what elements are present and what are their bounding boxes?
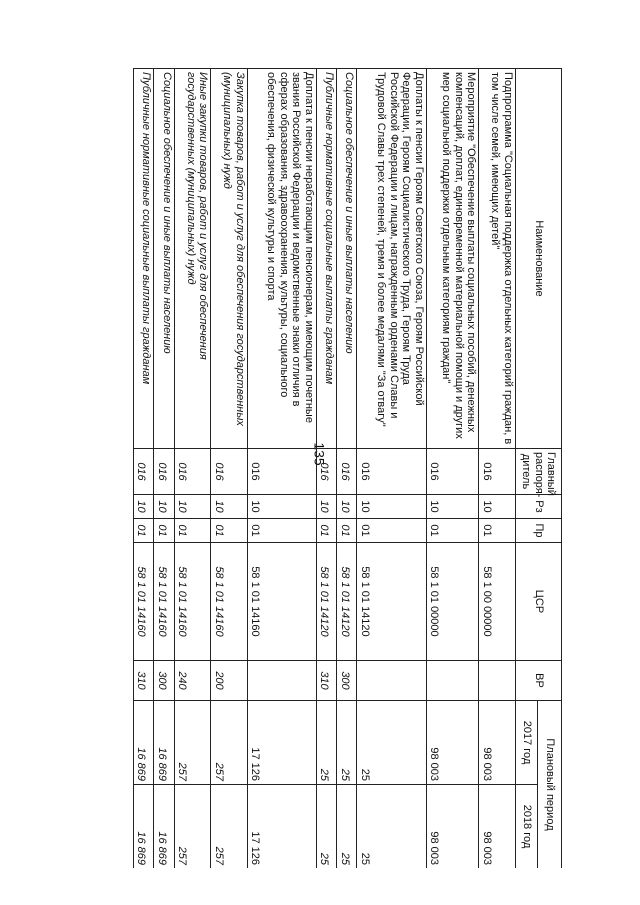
cell-y2017: 25	[337, 701, 357, 785]
cell-pr: 01	[134, 519, 154, 543]
cell-y2017: 17 126	[247, 701, 316, 785]
table-row	[134, 69, 154, 869]
cell-vr	[426, 661, 479, 701]
table-body	[134, 69, 516, 869]
cell-vr: 200	[211, 661, 248, 701]
header-2018: 2018 год	[516, 785, 538, 869]
cell-name: Подпрограмма "Социальная поддержка отдельных категорий граждан, в том числе семей, имеющих детей"	[479, 69, 516, 449]
cell-name: Мероприятие "Обеспечение выплаты социальных пособий, денежных компенсаций, доплат, единовременной материальной помощи и других мер социальной поддержки отдельным категориям граждан"	[426, 69, 479, 449]
cell-y2018: 257	[174, 785, 211, 869]
cell-admin: 016	[316, 449, 336, 495]
cell-pr: 01	[337, 519, 357, 543]
header-rz: Рз	[516, 495, 562, 519]
cell-vr: 310	[134, 661, 154, 701]
cell-y2018: 25	[337, 785, 357, 869]
cell-csr: 58 1 00 00000	[479, 543, 516, 661]
header-2017: 2017 год	[516, 701, 538, 785]
header-plan-period: Плановый период	[538, 701, 562, 869]
cell-y2018: 25	[357, 785, 426, 869]
cell-name: Закупка товаров, работ и услуг для обеспечения государственных (муниципальных) нужд	[211, 69, 248, 449]
cell-name: Доплаты к пенсии Героям Советского Союза, Героям Российской Федерации, Героям Социалистического Труда, Героям Труда Российской Федерации и лицам, награжденным орденами Славы и Трудовой Славы трех степеней, тремя и более медалями "За отвагу"	[357, 69, 426, 449]
cell-y2017: 257	[174, 701, 211, 785]
cell-pr: 01	[426, 519, 479, 543]
cell-pr: 01	[247, 519, 316, 543]
cell-pr: 01	[211, 519, 248, 543]
cell-y2018: 25	[316, 785, 336, 869]
cell-vr: 310	[316, 661, 336, 701]
cell-admin: 016	[154, 449, 174, 495]
cell-y2017: 98 003	[479, 701, 516, 785]
cell-y2017: 16 869	[134, 701, 154, 785]
table-row	[357, 69, 426, 869]
cell-pr: 01	[357, 519, 426, 543]
cell-y2018: 16 869	[134, 785, 154, 869]
cell-pr: 01	[316, 519, 336, 543]
cell-csr: 58 1 01 14160	[134, 543, 154, 661]
cell-name: Иные закупки товаров, работ и услуг для обеспечения государственных (муниципальных) нужд	[174, 69, 211, 449]
cell-csr: 58 1 01 00000	[426, 543, 479, 661]
table-row	[479, 69, 516, 869]
cell-rz: 10	[479, 495, 516, 519]
table-row	[154, 69, 174, 869]
cell-y2017: 25	[357, 701, 426, 785]
cell-pr: 01	[174, 519, 211, 543]
cell-vr	[247, 661, 316, 701]
cell-admin: 016	[357, 449, 426, 495]
cell-admin: 016	[134, 449, 154, 495]
cell-rz: 10	[337, 495, 357, 519]
cell-rz: 10	[247, 495, 316, 519]
cell-y2017: 16 869	[154, 701, 174, 785]
budget-table	[133, 68, 562, 868]
cell-admin: 016	[247, 449, 316, 495]
table-row	[426, 69, 479, 869]
header-admin: Главный распоря-дитель	[516, 449, 562, 495]
cell-admin: 016	[211, 449, 248, 495]
cell-rz: 10	[357, 495, 426, 519]
page-number: 135	[311, 442, 328, 466]
cell-admin: 016	[174, 449, 211, 495]
cell-pr: 01	[479, 519, 516, 543]
cell-rz: 10	[134, 495, 154, 519]
cell-y2018: 257	[211, 785, 248, 869]
cell-vr: 300	[337, 661, 357, 701]
cell-y2017: 25	[316, 701, 336, 785]
table-row	[247, 69, 316, 869]
table-row	[174, 69, 211, 869]
cell-admin: 016	[426, 449, 479, 495]
table-row	[211, 69, 248, 869]
cell-y2018: 17 126	[247, 785, 316, 869]
table-row	[337, 69, 357, 869]
cell-vr	[479, 661, 516, 701]
cell-name: Публичные нормативные социальные выплаты гражданам	[134, 69, 154, 449]
cell-csr: 58 1 01 14160	[211, 543, 248, 661]
header-vr: ВР	[516, 661, 562, 701]
cell-admin: 016	[479, 449, 516, 495]
cell-y2018: 16 869	[154, 785, 174, 869]
cell-name: Публичные нормативные социальные выплаты гражданам	[316, 69, 336, 449]
table-wrapper	[133, 68, 562, 868]
cell-rz: 10	[174, 495, 211, 519]
cell-vr: 300	[154, 661, 174, 701]
cell-admin: 016	[337, 449, 357, 495]
cell-csr: 58 1 01 14160	[174, 543, 211, 661]
cell-vr	[357, 661, 426, 701]
rotated-table-frame	[133, 68, 562, 868]
cell-name: Социальное обеспечение и иные выплаты населению	[154, 69, 174, 449]
cell-y2018: 98 003	[426, 785, 479, 869]
cell-csr: 58 1 01 14160	[247, 543, 316, 661]
cell-pr: 01	[154, 519, 174, 543]
cell-rz: 10	[211, 495, 248, 519]
cell-rz: 10	[316, 495, 336, 519]
table-row	[316, 69, 336, 869]
cell-csr: 58 1 01 14120	[357, 543, 426, 661]
header-csr: ЦСР	[516, 543, 562, 661]
cell-name: Социальное обеспечение и иные выплаты населению	[337, 69, 357, 449]
cell-csr: 58 1 01 14120	[316, 543, 336, 661]
cell-vr: 240	[174, 661, 211, 701]
cell-csr: 58 1 01 14120	[337, 543, 357, 661]
cell-y2017: 98 003	[426, 701, 479, 785]
header-pr: Пр	[516, 519, 562, 543]
cell-rz: 10	[154, 495, 174, 519]
cell-name: Доплата к пенсии неработающим пенсионерам, имеющим почетные звания Российской Федерации и ведомственные знаки отличия в сферах образования, здравоохранения, культуры, социального обеспечения, физической культуры и спорта	[247, 69, 316, 449]
cell-csr: 58 1 01 14160	[154, 543, 174, 661]
cell-y2018: 98 003	[479, 785, 516, 869]
cell-rz: 10	[426, 495, 479, 519]
cell-y2017: 257	[211, 701, 248, 785]
header-name: Наименование	[516, 69, 562, 449]
